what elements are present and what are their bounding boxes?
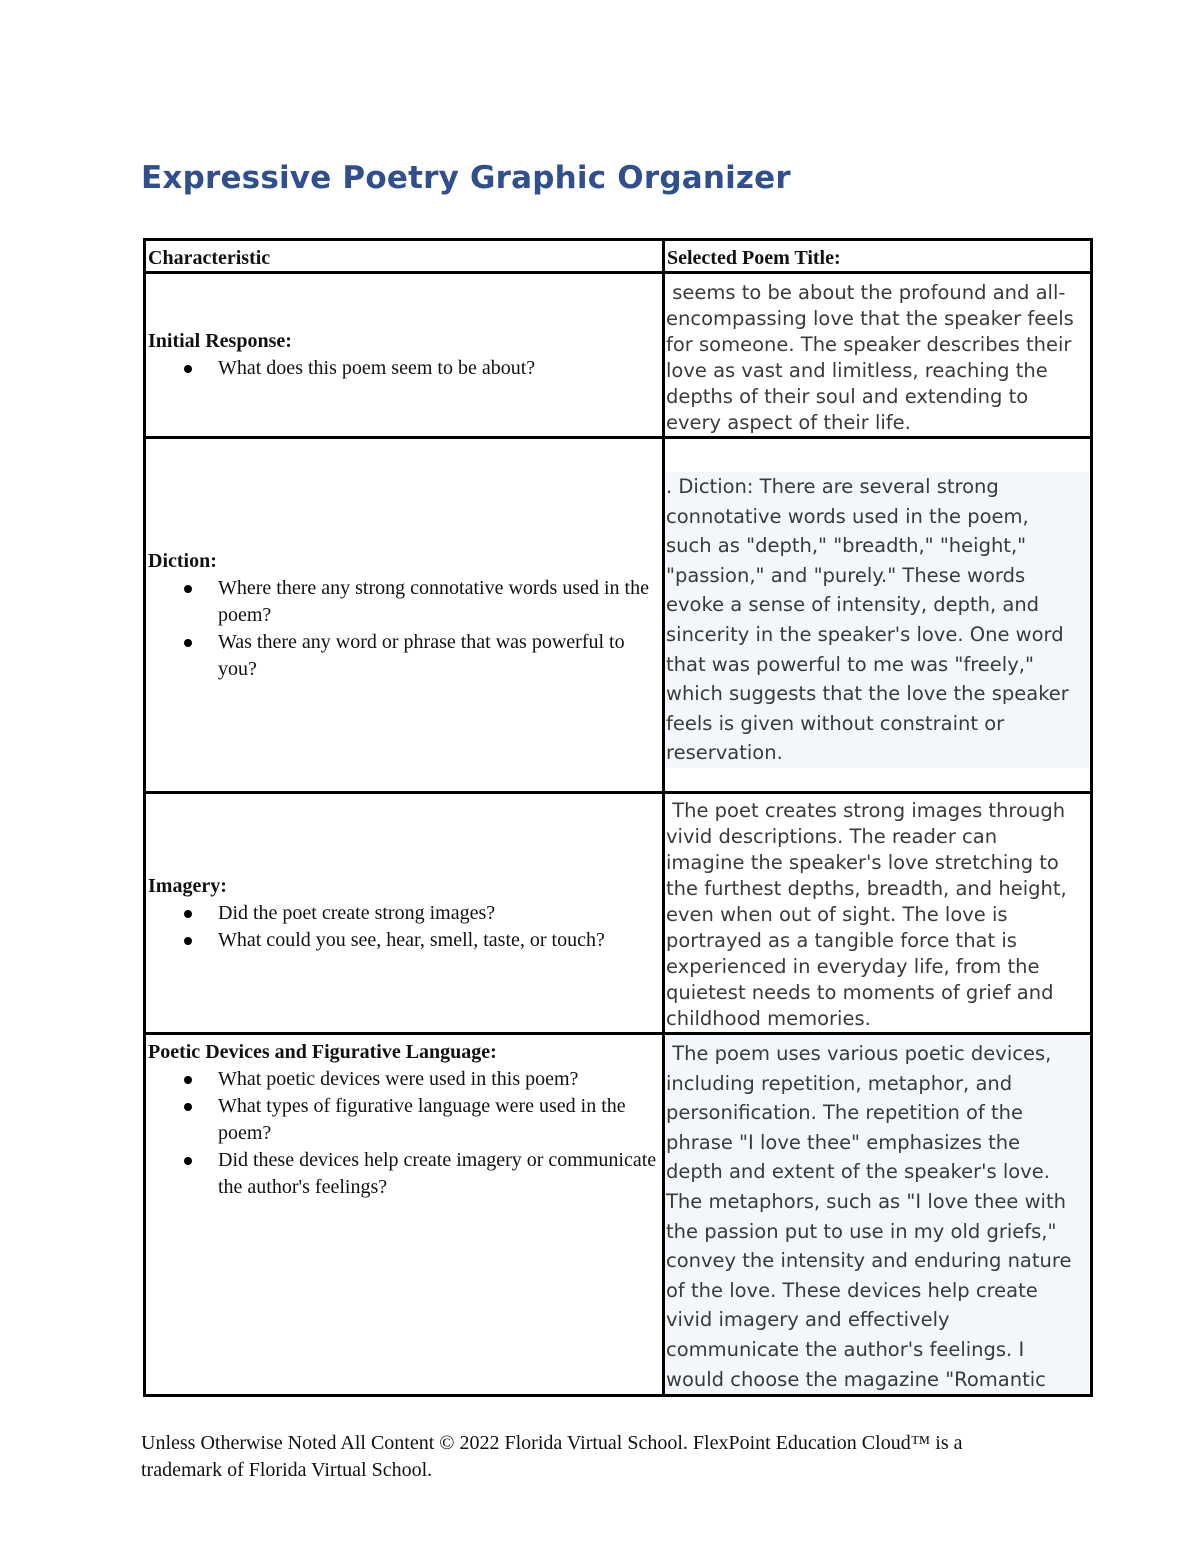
prompt-item: Was there any word or phrase that was powerful to you? bbox=[218, 629, 658, 683]
prompt-item: What poetic devices were used in this poem? bbox=[218, 1066, 658, 1093]
characteristic-cell bbox=[145, 793, 664, 1034]
prompt-item: What types of figurative language were used in the poem? bbox=[218, 1093, 658, 1147]
table-row-diction bbox=[145, 438, 1092, 793]
characteristic-content bbox=[146, 274, 662, 436]
characteristic-content bbox=[146, 439, 662, 791]
answer-text: . Diction: There are several strong connotative words used in the poem, such as "depth," "breadth," "height," "passion," and "purely." These words evoke a sense of intensity, depth, and sincerity in the speaker's love. One word that was powerful to me was "freely," which suggests that the love the speaker feels is given without constraint or reservation. bbox=[665, 472, 1090, 768]
graphic-organizer-table bbox=[143, 238, 1093, 1397]
prompt-item: Did the poet create strong images? bbox=[218, 900, 658, 927]
table-row-initial-response bbox=[145, 273, 1092, 438]
prompt-list bbox=[148, 355, 658, 382]
answer-cell bbox=[664, 1034, 1092, 1396]
characteristic-content bbox=[146, 1035, 662, 1394]
answer-text: seems to be about the profound and all- encompassing love that the speaker feels for someone. The speaker describes their love as vast and limitless, reaching the depths of their soul and extending to every aspect of their life. bbox=[666, 281, 1074, 434]
characteristic-content bbox=[146, 794, 662, 1032]
answer-text: The poem uses various poetic devices, including repetition, metaphor, and personification. The repetition of the phrase "I love thee" emphasizes the depth and extent of the speaker's love. The metaphors, such as "I love thee with the passion put to use in my old griefs," convey the intensity and enduring nature of the love. These devices help create vivid imagery and effectively communicate the author's feelings. I would choose the magazine "Romantic bbox=[665, 1035, 1090, 1394]
row-label: Initial Response: bbox=[148, 330, 292, 352]
header-cell-characteristic bbox=[145, 240, 664, 273]
row-label: Imagery: bbox=[148, 874, 227, 897]
selected-poem-title-header: Selected Poem Title: bbox=[667, 247, 841, 269]
table-header-row bbox=[145, 240, 1092, 273]
prompt-item: What could you see, hear, smell, taste, or touch? bbox=[218, 927, 658, 954]
prompt-item: What does this poem seem to be about? bbox=[218, 355, 658, 382]
table-row-poetic-devices bbox=[145, 1034, 1092, 1396]
prompt-list bbox=[148, 1066, 658, 1201]
prompt-list bbox=[148, 575, 658, 683]
copyright-footer: Unless Otherwise Noted All Content © 2022 Florida Virtual School. FlexPoint Education Cloud™ is a trademark of Florida Virtual School. bbox=[141, 1432, 963, 1481]
prompt-list bbox=[148, 900, 658, 954]
answer-text: The poet creates strong images through vivid descriptions. The reader can imagine the speaker's love stretching to the furthest depths, breadth, and height, even when out of sight. The love is portrayed as a tangible force that is experienced in everyday life, from the quietest needs to moments of grief and childhood memories. bbox=[666, 799, 1067, 1030]
characteristic-cell bbox=[145, 1034, 664, 1396]
answer-cell bbox=[664, 273, 1092, 438]
row-label: Poetic Devices and Figurative Language: bbox=[148, 1041, 497, 1063]
characteristic-header: Characteristic bbox=[148, 247, 271, 269]
answer-cell bbox=[664, 793, 1092, 1034]
prompt-item: Where there any strong connotative words used in the poem? bbox=[218, 575, 658, 629]
table-row-imagery bbox=[145, 793, 1092, 1034]
header-cell-poem-title bbox=[664, 240, 1092, 273]
characteristic-cell bbox=[145, 438, 664, 793]
characteristic-cell bbox=[145, 273, 664, 438]
answer-cell bbox=[664, 438, 1092, 793]
prompt-item: Did these devices help create imagery or communicate the author's feelings? bbox=[218, 1147, 658, 1201]
page-title: Expressive Poetry Graphic Organizer bbox=[141, 160, 791, 196]
row-label: Diction: bbox=[148, 549, 217, 572]
